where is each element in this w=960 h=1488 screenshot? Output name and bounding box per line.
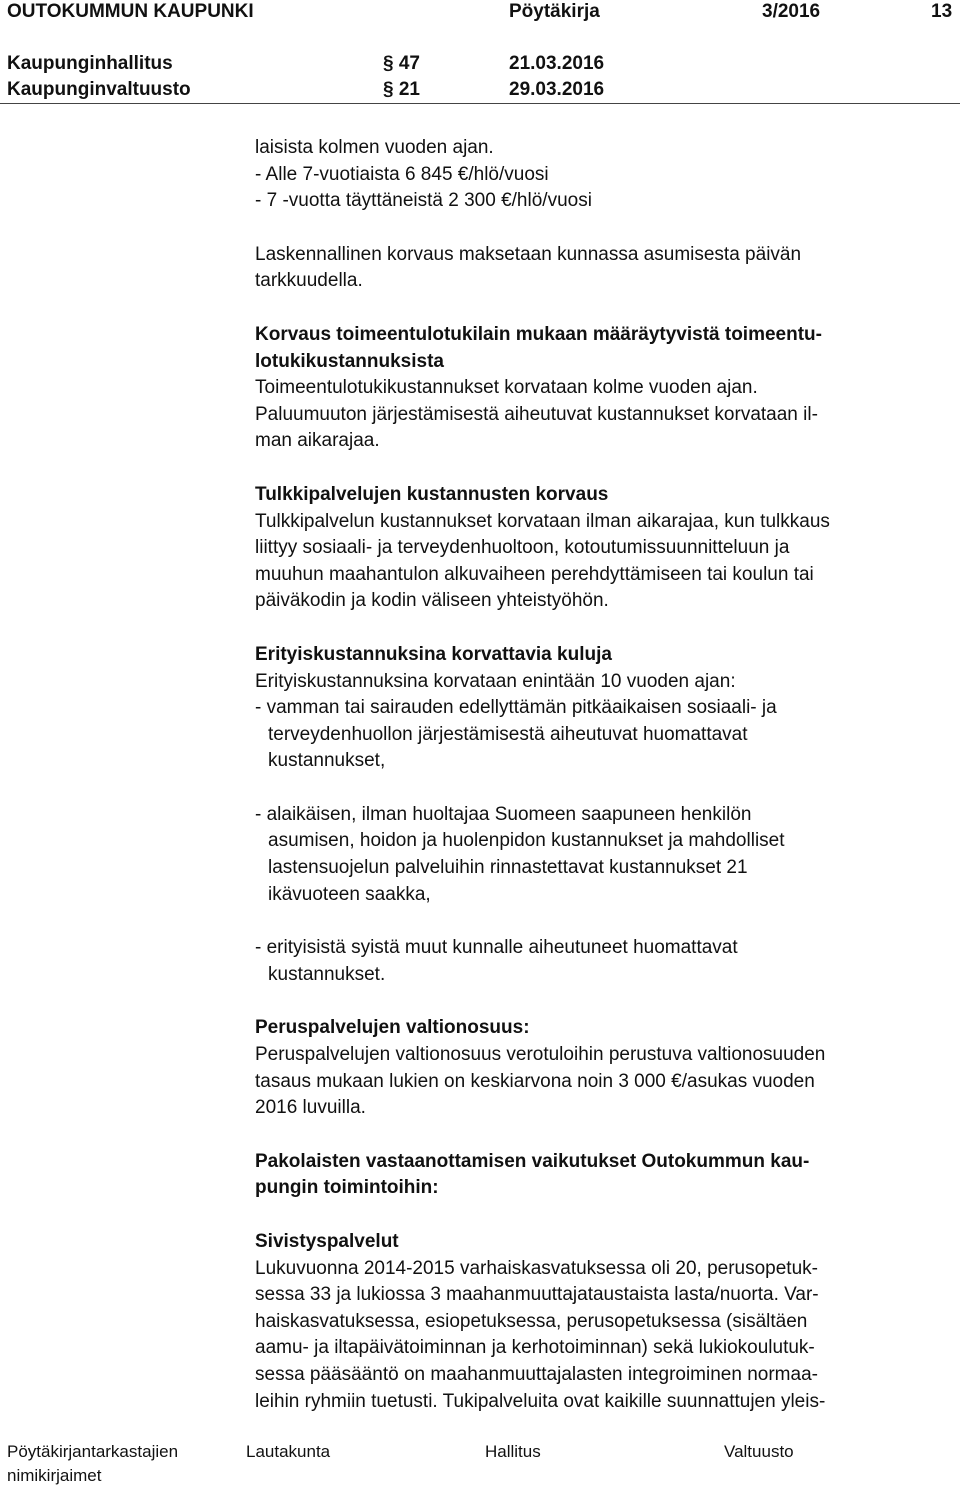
text-line: haiskasvatuksessa, esiopetuksessa, perusopetuksessa (sisältäen	[255, 1310, 808, 1332]
list-item-continued: terveydenhuollon järjestämisestä aiheutuvat huomattavat	[268, 723, 748, 745]
text-line: - 7 -vuotta täyttäneistä 2 300 €/hlö/vuosi	[255, 190, 592, 212]
list-item: - erityisistä syistä muut kunnalle aiheutuneet huomattavat	[255, 937, 738, 959]
section-heading: lotukikustannuksista	[255, 350, 444, 372]
text-line: Paluumuuton järjestämisestä aiheutuvat kustannukset korvataan il-	[255, 403, 818, 425]
section-heading: Tulkkipalvelujen kustannusten korvaus	[255, 483, 609, 505]
meeting-date: 29.03.2016	[509, 79, 605, 100]
text-line: leihin ryhmiin tuetusti. Tukipalveluita ovat kaikille suunnattujen yleis-	[255, 1390, 826, 1412]
footer-council-label: Valtuusto	[724, 1442, 794, 1461]
doc-type: Pöytäkirja	[509, 1, 600, 22]
list-item-continued: ikävuoteen saakka,	[268, 883, 431, 905]
text-line: aamu- ja iltapäivätoiminnan ja kerhotoiminnan) sekä lukiokoulutuk-	[255, 1337, 815, 1359]
section-heading: Erityiskustannuksina korvattavia kuluja	[255, 643, 612, 665]
section-number: § 47	[383, 53, 420, 74]
page-number: 13	[931, 1, 953, 22]
text-line: päiväkodin ja kodin väliseen yhteistyöhön.	[255, 590, 609, 612]
list-item-continued: kustannukset.	[268, 963, 386, 985]
body-name: Kaupunginvaltuusto	[7, 79, 191, 100]
list-item-continued: lastensuojelun palveluihin rinnastettavat kustannukset 21	[268, 857, 748, 879]
text-line: - Alle 7-vuotiaista 6 845 €/hlö/vuosi	[255, 163, 549, 185]
text-line: tasaus mukaan lukien on keskiarvona noin 3 000 €/asukas vuoden	[255, 1070, 815, 1092]
header-divider	[0, 103, 960, 104]
text-line: sessa pääsääntö on maahanmuuttajalasten integroiminen normaa-	[255, 1363, 818, 1385]
text-line: Tulkkipalvelun kustannukset korvataan ilman aikarajaa, kun tulkkaus	[255, 510, 830, 532]
footer-initials-label: Pöytäkirjantarkastajien	[7, 1442, 179, 1461]
section-number: § 21	[383, 79, 420, 100]
text-line: muuhun maahantulon alkuvaiheen perehdyttämiseen tai koulun tai	[255, 563, 814, 585]
footer-committee-label: Lautakunta	[246, 1442, 331, 1461]
doc-number: 3/2016	[762, 1, 821, 22]
footer-initials-label-2: nimikirjaimet	[7, 1466, 102, 1485]
text-line: tarkkuudella.	[255, 270, 363, 292]
list-item-continued: asumisen, hoidon ja huolenpidon kustannukset ja mahdolliset	[268, 830, 785, 852]
text-line: Toimeentulotukikustannukset korvataan kolme vuoden ajan.	[255, 377, 758, 399]
body-name: Kaupunginhallitus	[7, 53, 173, 74]
section-heading: pungin toimintoihin:	[255, 1177, 439, 1199]
org-name: OUTOKUMMUN KAUPUNKI	[7, 1, 254, 22]
text-line: liittyy sosiaali- ja terveydenhuoltoon, kotoutumissuunnitteluun ja	[255, 537, 790, 559]
section-heading: Peruspalvelujen valtionosuus:	[255, 1017, 530, 1039]
text-line: Lukuvuonna 2014-2015 varhaiskasvatuksessa oli 20, perusopetuk-	[255, 1257, 818, 1279]
text-line: Laskennallinen korvaus maksetaan kunnassa asumisesta päivän	[255, 243, 802, 265]
meeting-date: 21.03.2016	[509, 53, 605, 74]
section-heading: Sivistyspalvelut	[255, 1231, 399, 1252]
list-item: - vamman tai sairauden edellyttämän pitkäaikaisen sosiaali- ja	[255, 697, 777, 719]
footer-board-label: Hallitus	[485, 1442, 541, 1461]
document-body	[255, 135, 955, 1415]
text-line: 2016 luvuilla.	[255, 1097, 366, 1119]
list-item: - alaikäisen, ilman huoltajaa Suomeen saapuneen henkilön	[255, 803, 752, 825]
list-item-continued: kustannukset,	[268, 750, 386, 772]
text-line: Erityiskustannuksina korvataan enintään 10 vuoden ajan:	[255, 670, 736, 692]
text-line: man aikarajaa.	[255, 430, 380, 452]
text-line: laisista kolmen vuoden ajan.	[255, 137, 494, 158]
section-heading: Pakolaisten vastaanottamisen vaikutukset Outokummun kau-	[255, 1150, 810, 1172]
text-line: sessa 33 ja lukiossa 3 maahanmuuttajataustaista lasta/nuorta. Var-	[255, 1284, 819, 1306]
text-line: Peruspalvelujen valtionosuus verotuloihin perustuva valtionosuuden	[255, 1044, 826, 1066]
section-heading: Korvaus toimeentulotukilain mukaan määräytyvistä toimeentu-	[255, 323, 822, 345]
